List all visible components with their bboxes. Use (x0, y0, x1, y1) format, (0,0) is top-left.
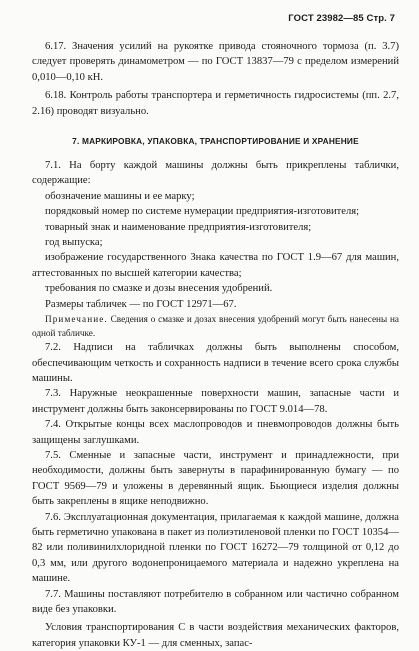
paragraph-7-1: 7.1. На борту каждой машины должны быть прикреплены таблички, содержащие: (32, 160, 399, 187)
list-item: изображение государственного Знака качества по ГОСТ 1.9—67 для машин, аттестованных по высшей категории качества; (32, 252, 399, 279)
list-item: требования по смазке и дозы внесения удобрений. (45, 283, 273, 295)
list-item: год выпуска; (45, 237, 103, 249)
paragraph-6-17: 6.17. Значения усилий на рукоятке привода стояночного тормоза (п. 3.7) следует проверять динамометром — по ГОСТ 13837—79 с пределом измерений 0,010—0,10 кН. (32, 41, 399, 83)
list-item: обозначение машины и ее марку; (45, 190, 195, 202)
list-item: порядковый номер по системе нумерации предприятия-изготовителя; (45, 206, 360, 218)
paragraph-7-4: 7.4. Открытые концы всех маслопроводов и пневмопроводов должны быть защищены заглушками. (32, 419, 399, 446)
page-header: ГОСТ 23982—85 Стр. 7 (288, 13, 395, 24)
paragraph-7-6: 7.6. Эксплуатационная документация, прилагаемая к каждой машине, должна быть герметично упакована в пакет из полиэтиленовой пленки по ГОСТ 10354—82 или поливинилхлоридной пленки по ГОСТ 16272—79 толщиной от 0,12 до 0,3 мм, или другого водонепроницаемого материала и надежно укреплена на машине. (32, 511, 399, 585)
paragraph-transport-conditions: Условия транспортирования С в части воздействия механических факторов, категория упаковки КУ-1 — для сменных, запас- (32, 622, 399, 649)
table-sizes-line: Размеры табличек — по ГОСТ 12971—67. (45, 298, 237, 310)
note (32, 313, 399, 340)
paragraph-7-2: 7.2. Надписи на табличках должны быть выполнены способом, обеспечивающим четкость и сохранность надписи в течение всего срока службы машины. (32, 342, 399, 384)
note-text: Сведения о смазке и дозах внесения удобрений могут быть нанесены на одной табличке. (32, 314, 399, 338)
paragraph-6-18: 6.18. Контроль работы транспортера и герметичность гидросистемы (пп. 2.7, 2.16) проводят визуально. (32, 90, 399, 117)
note-label: Примечание. (45, 314, 108, 325)
document-body (32, 39, 399, 651)
paragraph-7-3: 7.3. Наружные неокрашенные поверхности машин, запасные части и инструмент должны быть законсервированы по ГОСТ 9.014—78. (32, 388, 399, 415)
list-item: товарный знак и наименование предприятия-изготовителя; (45, 221, 312, 233)
paragraph-7-7: 7.7. Машины поставляют потребителю в собранном или частично собранном виде без упаковки. (32, 588, 399, 615)
section-heading: 7. МАРКИРОВКА, УПАКОВКА, ТРАНСПОРТИРОВАНИЕ И ХРАНЕНИЕ (72, 136, 359, 147)
paragraph-7-5: 7.5. Сменные и запасные части, инструмент и принадлежности, при необходимости, должны быть завернуты в парафинированную бумагу — по ГОСТ 9569—79 и уложены в деревянный ящик. Бьющиеся изделия должны быть закреплены в ящике неподвижно. (32, 449, 399, 508)
